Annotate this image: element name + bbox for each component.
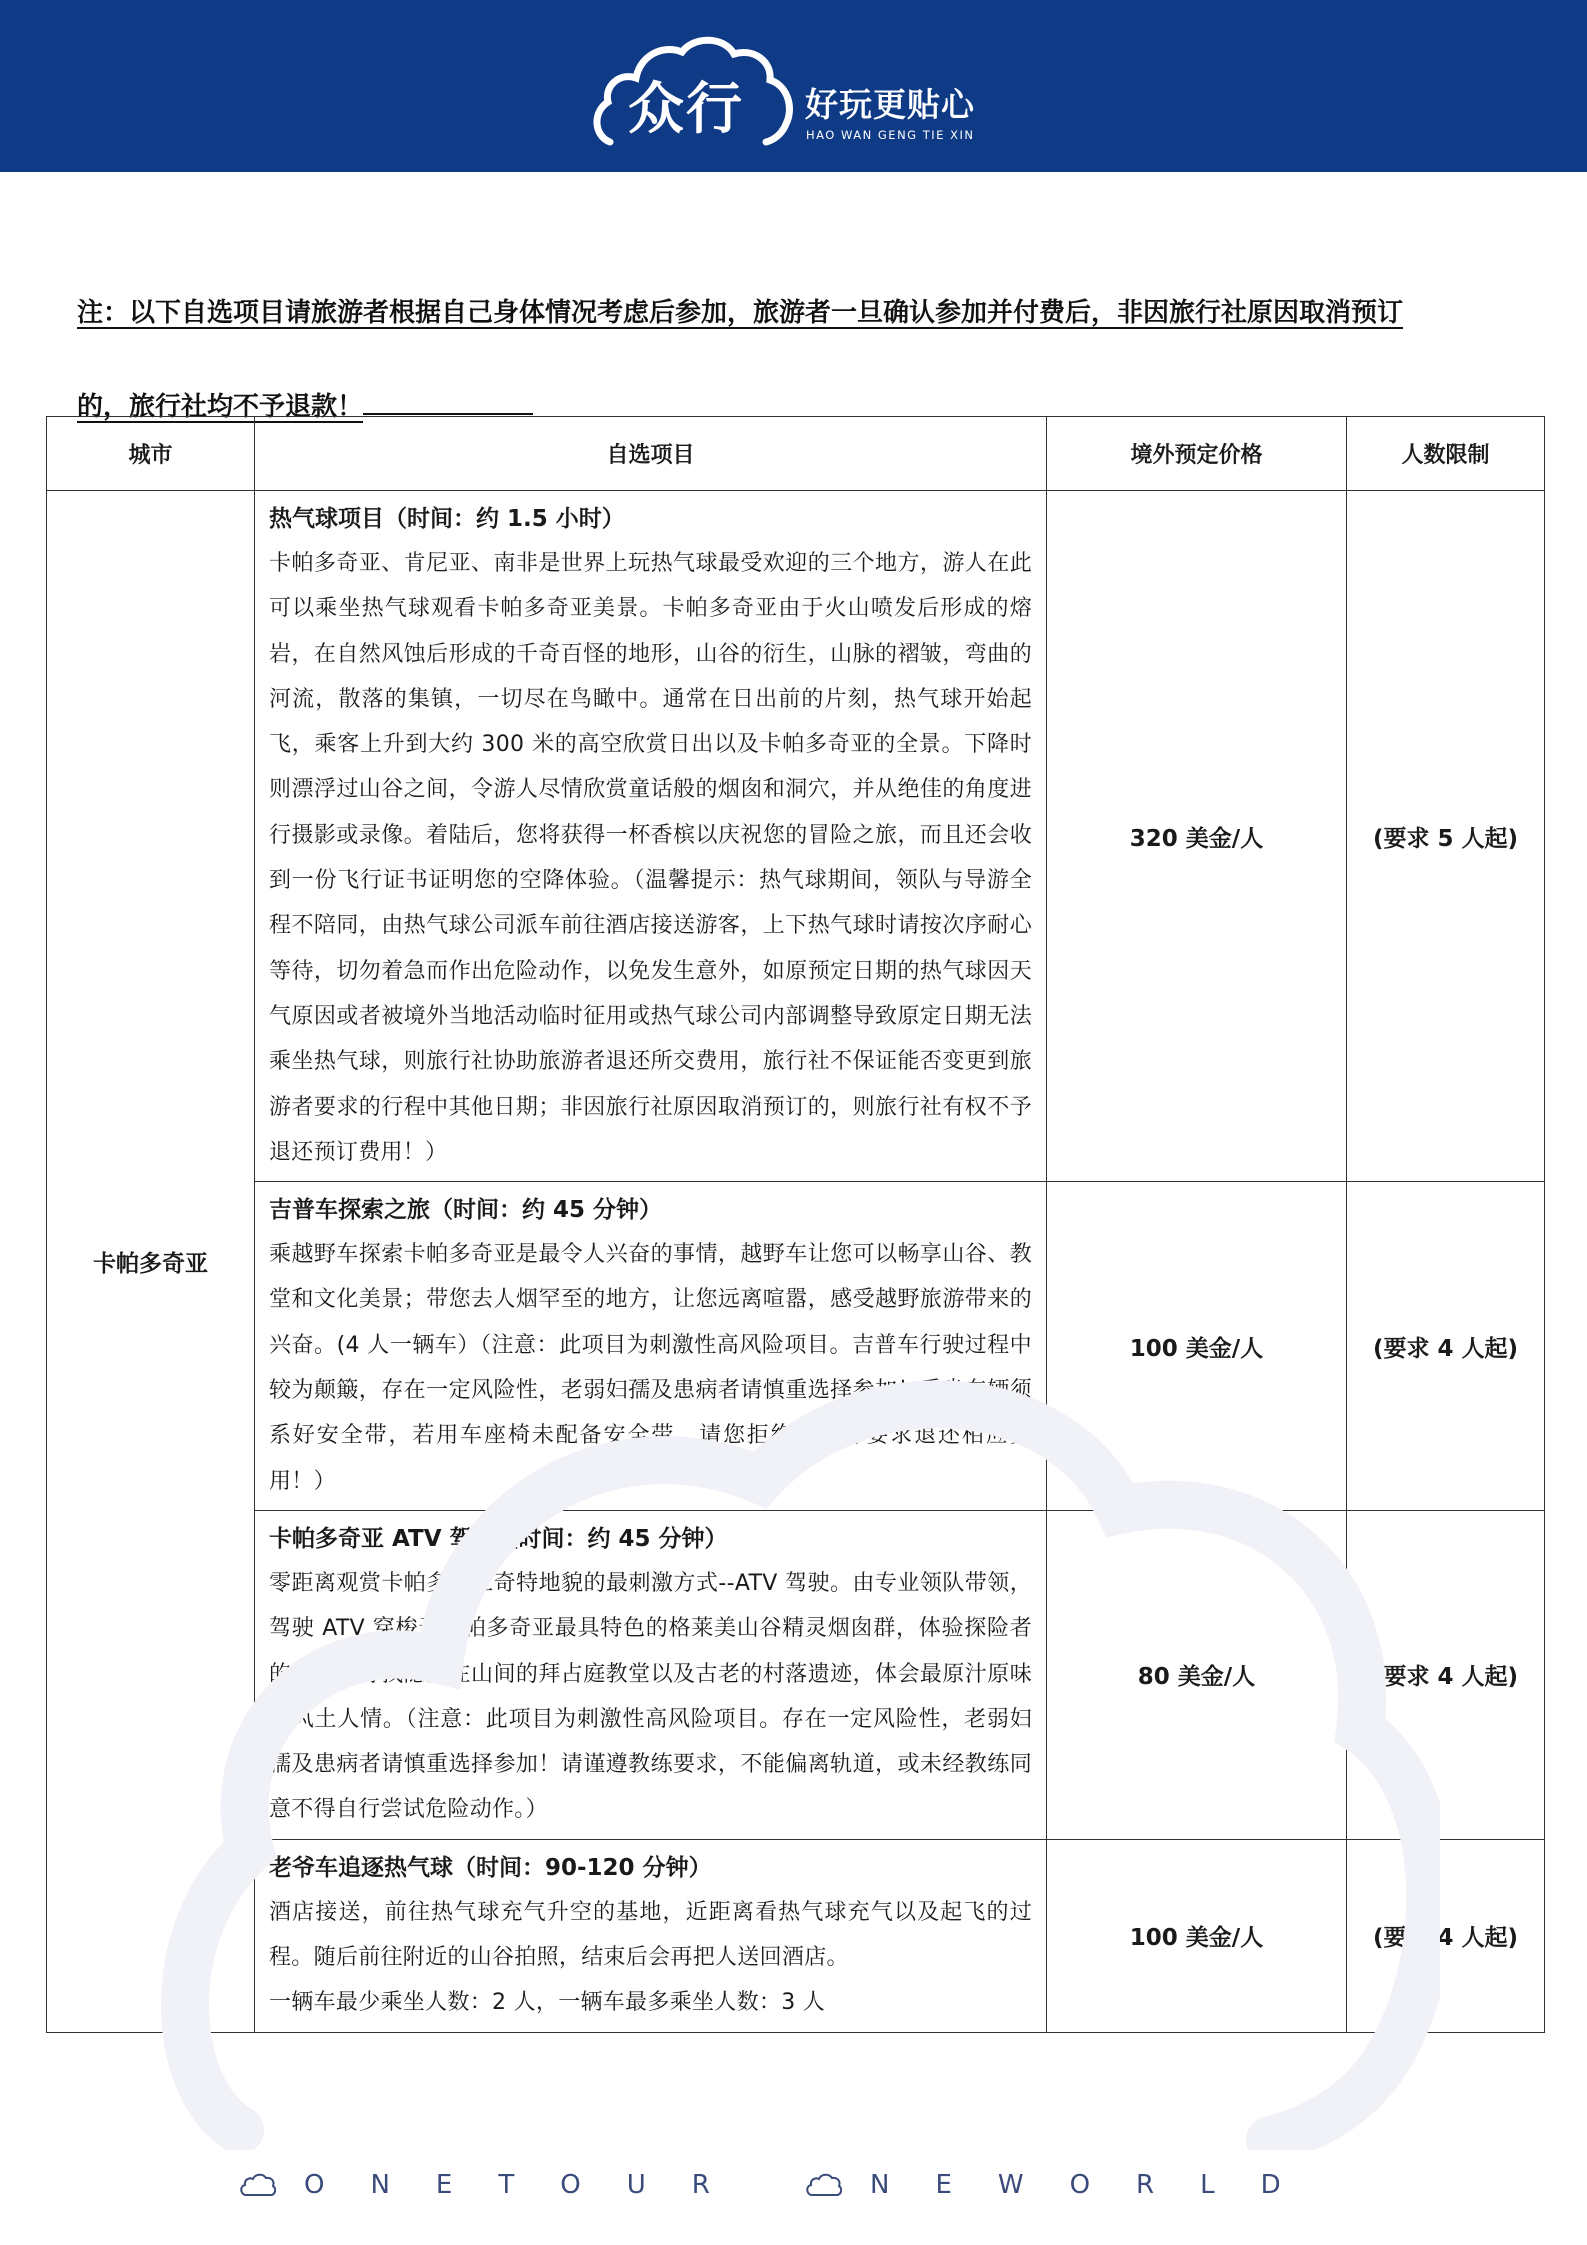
item-description: 零距离观赏卡帕多奇亚奇特地貌的最刺激方式--ATV 驾驶。由专业领队带领，驾驶 ATV 穿梭于卡帕多奇亚最具特色的格莱美山谷精灵烟囱群，体验探险者的乐趣，寻找隐藏在山间的拜占庭教堂以及古老的村落遗迹，体会最原汁原味的风土人情。（注意：此项目为刺激性高风险项目。存在一定风险性，老弱妇孺及患病者请慎重选择参加！请谨遵教练要求，不能偏离轨道，或未经教练同意不得自行尝试危险动作。） [269,1570,1032,1823]
limit-cell: (要求 5 人起) [1347,491,1545,1182]
item-description-extra: 一辆车最少乘坐人数：2 人，一辆车最多乘坐人数：3 人 [269,1990,826,2016]
item-title: 吉普车探索之旅（时间：约 45 分钟） [269,1197,663,1224]
cloud-icon [806,2173,842,2197]
limit-cell: (要求 4 人起) [1347,1182,1545,1511]
brand-logo [590,30,1010,150]
limit-cell: (要求 4 人起) [1347,1839,1545,2032]
notice-underline-pad [363,411,533,415]
header-band [0,0,1587,172]
notice-line1: 注：以下自选项目请旅游者根据自己身体情况考虑后参加，旅游者一旦确认参加并付费后，非因旅行社原因取消预订 [77,298,1404,328]
cloud-watermark-icon [160,1330,1440,2150]
price-cell: 100 美金/人 [1047,1182,1347,1511]
item-description: 乘越野车探索卡帕多奇亚是最令人兴奋的事情，越野车让您可以畅享山谷、教堂和文化美景；带您去人烟罕至的地方，让您远离喧嚣，感受越野旅游带来的兴奋。(4 人一辆车）（注意：此项目为刺激性高风险项目。吉普车行驶过程中较为颠簸，存在一定风险性，老弱妇孺及患病者请慎重选择参加！乘坐车辆须系好安全带，若用车座椅未配备安全带，请您拒绝上车并要求退还相应费用！） [269,1242,1032,1494]
price-cell: 80 美金/人 [1047,1510,1347,1839]
price-cell: 320 美金/人 [1047,491,1347,1182]
item-description: 酒店接送，前往热气球充气升空的基地，近距离看热气球充气以及起飞的过程。随后前往附近的山谷拍照，结束后会再把人送回酒店。 [269,1899,1032,1971]
price-cell: 100 美金/人 [1047,1839,1347,2032]
header-item: 自选项目 [255,417,1047,491]
footer [240,2160,1360,2210]
item-cell [255,491,1047,1182]
item-title: 卡帕多奇亚 ATV 驾驶（时间：约 45 分钟） [269,1525,728,1552]
cloud-icon [240,2173,276,2197]
item-title: 老爷车追逐热气球（时间：90-120 分钟） [269,1854,712,1881]
item-title: 热气球项目（时间：约 1.5 小时） [269,506,625,532]
slogan: 好玩更贴心 [805,85,975,124]
footer-word-neworld: NEWORLD [870,2170,1327,2200]
header-city: 城市 [47,417,255,491]
table-row [47,491,1545,1182]
footer-group-1 [240,2160,756,2210]
table-header-row [47,417,1545,491]
header-limit: 人数限制 [1347,417,1545,491]
notice-line2: 的，旅行社均不予退款！ [77,392,364,422]
item-description: 卡帕多奇亚、肯尼亚、南非是世界上玩热气球最受欢迎的三个地方，游人在此可以乘坐热气球观看卡帕多奇亚美景。卡帕多奇亚由于火山喷发后形成的熔岩，在自然风蚀后形成的千奇百怪的地形，山谷的衍生，山脉的褶皱，弯曲的河流，散落的集镇，一切尽在鸟瞰中。通常在日出前的片刻，热气球开始起飞，乘客上升到大约 300 米的高空欣赏日出以及卡帕多奇亚的全景。下降时则漂浮过山谷之间，令游人尽情欣赏童话般的烟囱和洞穴，并从绝佳的角度进行摄影或录像。着陆后，您将获得一杯香槟以庆祝您的冒险之旅，而且还会收到一份飞行证书证明您的空降体验。（温馨提示：热气球期间，领队与导游全程不陪同，由热气球公司派车前往酒店接送游客，上下热气球时请按次序耐心等待，切勿着急而作出危险动作，以免发生意外，如原预定日期的热气球因天气原因或者被境外当地活动临时征用或热气球公司内部调整导致原定日期无法乘坐热气球，则旅行社协助旅游者退还所交费用，旅行社不保证能否变更到旅游者要求的行程中其他日期；非因旅行社原因取消预订的，则旅行社有权不予退还预订费用！） [269,551,1032,1165]
footer-group-2 [806,2160,1327,2210]
limit-cell: (要求 4 人起) [1347,1510,1545,1839]
logo-text: 众行 [628,77,744,142]
slogan-pinyin: HAO WAN GENG TIE XIN [806,128,975,142]
city-cell: 卡帕多奇亚 [47,491,255,2033]
header-price: 境外预定价格 [1047,417,1347,491]
footer-word-onetour: ONETOUR [304,2170,756,2200]
